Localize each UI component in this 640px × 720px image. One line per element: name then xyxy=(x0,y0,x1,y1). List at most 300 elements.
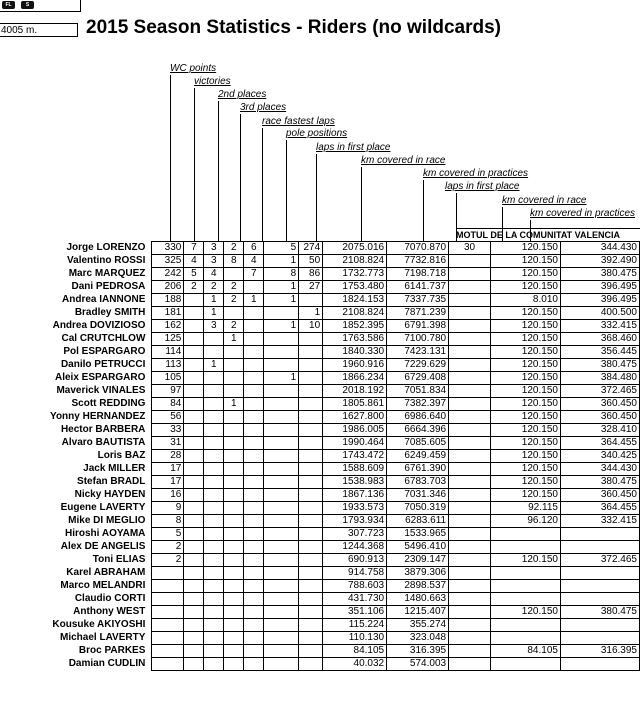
table-row xyxy=(0,515,640,528)
laps-first-place-cell xyxy=(299,580,323,593)
victories-cell xyxy=(184,554,204,567)
motul-km-practices-cell: 380.475 xyxy=(560,359,639,372)
wc-points-cell: 2 xyxy=(152,541,184,554)
motul-km-practices-cell: 380.475 xyxy=(560,268,639,281)
third-places-cell xyxy=(224,632,244,645)
rider-name: Karel ABRAHAM xyxy=(66,567,146,578)
laps-first-place-cell xyxy=(299,658,323,671)
km-practices-cell: 7050.319 xyxy=(387,502,449,515)
motul-km-race-cell: 120.150 xyxy=(491,489,561,502)
table-row xyxy=(0,255,640,268)
third-places-cell xyxy=(224,359,244,372)
second-places-cell xyxy=(204,593,224,606)
km-race-cell: 2075.016 xyxy=(323,242,387,255)
motul-km-race-cell xyxy=(491,567,561,580)
rider-name: Nicky HAYDEN xyxy=(74,489,146,500)
laps-first-place-cell xyxy=(299,632,323,645)
third-places-cell xyxy=(224,541,244,554)
motul-laps-first-place-cell xyxy=(449,502,491,515)
second-places-cell xyxy=(204,385,224,398)
laps-first-place-cell xyxy=(299,489,323,502)
victories-cell xyxy=(184,593,204,606)
motul-laps-first-place-cell: 30 xyxy=(449,242,491,255)
fastest-laps-cell xyxy=(244,281,264,294)
motul-km-race-cell: 120.150 xyxy=(491,372,561,385)
pole-positions-cell xyxy=(264,567,299,580)
motul-laps-first-place-cell xyxy=(449,385,491,398)
motul-km-race-cell: 120.150 xyxy=(491,320,561,333)
laps-first-place-cell xyxy=(299,515,323,528)
table-row xyxy=(0,398,640,411)
header-motul-laps-first-place: laps in first place xyxy=(445,181,520,192)
fastest-laps-cell xyxy=(244,476,264,489)
motul-km-practices-cell xyxy=(560,567,639,580)
second-places-cell xyxy=(204,619,224,632)
km-race-cell: 1867.136 xyxy=(323,489,387,502)
rider-name: Jorge LORENZO xyxy=(66,242,146,253)
wc-points-cell: 105 xyxy=(152,372,184,385)
table-row xyxy=(0,333,640,346)
pole-positions-cell xyxy=(264,424,299,437)
table-row xyxy=(0,372,640,385)
km-race-cell: 1960.916 xyxy=(323,359,387,372)
header-victories: victories xyxy=(194,76,231,87)
motul-km-practices-cell: 368.460 xyxy=(560,333,639,346)
motul-laps-first-place-cell xyxy=(449,619,491,632)
pole-positions-cell xyxy=(264,359,299,372)
motul-km-practices-cell: 356.445 xyxy=(560,346,639,359)
victories-cell xyxy=(184,567,204,580)
second-places-cell: 3 xyxy=(204,320,224,333)
second-places-cell xyxy=(204,476,224,489)
leader-line xyxy=(170,75,171,241)
km-race-cell: 110.130 xyxy=(323,632,387,645)
km-race-cell: 1627.800 xyxy=(323,411,387,424)
rider-name: Andrea IANNONE xyxy=(62,294,146,305)
rider-name: Eugene LAVERTY xyxy=(60,502,146,513)
victories-cell xyxy=(184,489,204,502)
km-practices-cell: 7031.346 xyxy=(387,489,449,502)
leader-line xyxy=(194,88,195,241)
laps-first-place-cell xyxy=(299,541,323,554)
fastest-laps-cell: 6 xyxy=(244,242,264,255)
km-practices-cell: 3879.306 xyxy=(387,567,449,580)
fastest-laps-cell xyxy=(244,411,264,424)
fastest-laps-cell: 1 xyxy=(244,294,264,307)
motul-km-race-cell xyxy=(491,619,561,632)
table-row xyxy=(0,502,640,515)
motul-km-race-cell: 120.150 xyxy=(491,554,561,567)
table-row xyxy=(0,567,640,580)
km-race-cell: 351.106 xyxy=(323,606,387,619)
motul-km-practices-cell: 316.395 xyxy=(560,645,639,658)
laps-first-place-cell xyxy=(299,437,323,450)
pole-positions-cell xyxy=(264,333,299,346)
second-places-cell xyxy=(204,580,224,593)
victories-cell xyxy=(184,320,204,333)
third-places-cell: 2 xyxy=(224,281,244,294)
km-race-cell: 1763.586 xyxy=(323,333,387,346)
motul-laps-first-place-cell xyxy=(449,268,491,281)
wc-points-cell: 17 xyxy=(152,476,184,489)
second-places-cell xyxy=(204,554,224,567)
laps-first-place-cell: 10 xyxy=(299,320,323,333)
fastest-laps-cell xyxy=(244,580,264,593)
victories-cell xyxy=(184,424,204,437)
riders-stats-table xyxy=(0,241,640,671)
table-row xyxy=(0,424,640,437)
rider-name: Broc PARKES xyxy=(78,645,146,656)
victories-cell xyxy=(184,528,204,541)
motul-laps-first-place-cell xyxy=(449,541,491,554)
second-places-cell xyxy=(204,398,224,411)
third-places-cell xyxy=(224,411,244,424)
table-row xyxy=(0,489,640,502)
pole-positions-cell xyxy=(264,463,299,476)
km-practices-cell: 1215.407 xyxy=(387,606,449,619)
pole-positions-cell xyxy=(264,489,299,502)
laps-first-place-cell xyxy=(299,528,323,541)
rider-name: Aleix ESPARGARO xyxy=(55,372,146,383)
table-row xyxy=(0,541,640,554)
third-places-cell: 2 xyxy=(224,294,244,307)
fastest-laps-cell xyxy=(244,567,264,580)
laps-first-place-cell xyxy=(299,424,323,437)
second-places-cell xyxy=(204,632,224,645)
pole-positions-cell: 8 xyxy=(264,268,299,281)
laps-first-place-cell xyxy=(299,567,323,580)
motul-laps-first-place-cell xyxy=(449,554,491,567)
motul-km-practices-cell: 396.495 xyxy=(560,294,639,307)
km-race-cell: 40.032 xyxy=(323,658,387,671)
motul-km-race-cell xyxy=(491,541,561,554)
third-places-cell xyxy=(224,580,244,593)
motul-km-race-cell: 120.150 xyxy=(491,281,561,294)
wc-points-cell xyxy=(152,567,184,580)
km-race-cell: 2108.824 xyxy=(323,307,387,320)
table-row xyxy=(0,359,640,372)
motul-laps-first-place-cell xyxy=(449,528,491,541)
laps-first-place-cell xyxy=(299,398,323,411)
rider-name: Valentino ROSSI xyxy=(67,255,146,266)
motul-km-practices-cell: 380.475 xyxy=(560,606,639,619)
motul-laps-first-place-cell xyxy=(449,489,491,502)
rider-name: Stefan BRADL xyxy=(77,476,146,487)
top-left-icons xyxy=(2,1,34,9)
header-motul-km-race: km covered in race xyxy=(502,195,587,206)
km-race-cell: 1852.395 xyxy=(323,320,387,333)
wc-points-cell xyxy=(152,619,184,632)
motul-km-practices-cell: 332.415 xyxy=(560,515,639,528)
pole-positions-cell xyxy=(264,515,299,528)
rider-name: Dani PEDROSA xyxy=(71,281,146,292)
second-places-cell xyxy=(204,645,224,658)
header-2nd-places: 2nd places xyxy=(218,89,267,100)
km-practices-cell: 6761.390 xyxy=(387,463,449,476)
third-places-cell xyxy=(224,385,244,398)
victories-cell xyxy=(184,580,204,593)
victories-cell xyxy=(184,463,204,476)
motul-km-practices-cell: 332.415 xyxy=(560,320,639,333)
wc-points-cell: 181 xyxy=(152,307,184,320)
victories-cell xyxy=(184,502,204,515)
fastest-laps-cell: 7 xyxy=(244,268,264,281)
km-practices-cell: 7423.131 xyxy=(387,346,449,359)
third-places-cell xyxy=(224,489,244,502)
third-places-cell xyxy=(224,437,244,450)
second-places-cell: 1 xyxy=(204,294,224,307)
wc-points-cell: 33 xyxy=(152,424,184,437)
wc-points-cell: 17 xyxy=(152,463,184,476)
fastest-laps-cell xyxy=(244,437,264,450)
top-left-panel xyxy=(0,0,81,12)
victories-cell xyxy=(184,632,204,645)
second-places-cell xyxy=(204,437,224,450)
motul-km-practices-cell: 392.490 xyxy=(560,255,639,268)
victories-cell xyxy=(184,476,204,489)
wc-points-cell: 125 xyxy=(152,333,184,346)
table-row xyxy=(0,580,640,593)
third-places-cell xyxy=(224,593,244,606)
pole-positions-cell: 1 xyxy=(264,281,299,294)
victories-cell xyxy=(184,619,204,632)
fl-icon: FL xyxy=(2,1,15,9)
motul-km-race-cell xyxy=(491,528,561,541)
km-race-cell: 1732.773 xyxy=(323,268,387,281)
km-race-cell: 1538.983 xyxy=(323,476,387,489)
motul-km-practices-cell: 384.480 xyxy=(560,372,639,385)
second-places-cell: 4 xyxy=(204,268,224,281)
km-race-cell: 431.730 xyxy=(323,593,387,606)
wc-points-cell xyxy=(152,606,184,619)
wc-points-cell xyxy=(152,658,184,671)
motul-km-race-cell: 120.150 xyxy=(491,606,561,619)
pole-positions-cell xyxy=(264,398,299,411)
second-places-cell xyxy=(204,463,224,476)
rider-name: Loris BAZ xyxy=(97,450,146,461)
motul-laps-first-place-cell xyxy=(449,411,491,424)
laps-first-place-cell xyxy=(299,502,323,515)
laps-first-place-cell: 27 xyxy=(299,281,323,294)
third-places-cell xyxy=(224,346,244,359)
fastest-laps-cell xyxy=(244,502,264,515)
leader-line xyxy=(316,154,317,241)
km-practices-cell: 7382.397 xyxy=(387,398,449,411)
motul-laps-first-place-cell xyxy=(449,658,491,671)
pole-positions-cell xyxy=(264,554,299,567)
laps-first-place-cell xyxy=(299,554,323,567)
rider-name: Kousuke AKIYOSHI xyxy=(52,619,146,630)
fastest-laps-cell xyxy=(244,398,264,411)
table-row xyxy=(0,476,640,489)
second-places-cell xyxy=(204,411,224,424)
km-race-cell: 1866.234 xyxy=(323,372,387,385)
wc-points-cell: 28 xyxy=(152,450,184,463)
rider-name: Alvaro BAUTISTA xyxy=(61,437,146,448)
fastest-laps-cell xyxy=(244,320,264,333)
motul-laps-first-place-cell xyxy=(449,606,491,619)
third-places-cell xyxy=(224,476,244,489)
header-wc-points: WC points xyxy=(170,63,217,74)
laps-first-place-cell xyxy=(299,294,323,307)
motul-laps-first-place-cell xyxy=(449,437,491,450)
table-row xyxy=(0,268,640,281)
fastest-laps-cell xyxy=(244,528,264,541)
wc-points-cell: 16 xyxy=(152,489,184,502)
km-race-cell: 1840.330 xyxy=(323,346,387,359)
wc-points-cell: 330 xyxy=(152,242,184,255)
km-practices-cell: 7871.239 xyxy=(387,307,449,320)
km-practices-cell: 2898.537 xyxy=(387,580,449,593)
wc-points-cell: 31 xyxy=(152,437,184,450)
motul-km-practices-cell: 360.450 xyxy=(560,489,639,502)
motul-km-practices-cell: 344.430 xyxy=(560,242,639,255)
km-practices-cell: 7085.605 xyxy=(387,437,449,450)
victories-cell xyxy=(184,333,204,346)
wc-points-cell: 114 xyxy=(152,346,184,359)
km-race-cell: 1990.464 xyxy=(323,437,387,450)
km-race-cell: 1244.368 xyxy=(323,541,387,554)
victories-cell xyxy=(184,645,204,658)
rider-name: Bradley SMITH xyxy=(74,307,146,318)
motul-laps-first-place-cell xyxy=(449,632,491,645)
motul-km-practices-cell: 344.430 xyxy=(560,463,639,476)
km-practices-cell: 6729.408 xyxy=(387,372,449,385)
table-row xyxy=(0,437,640,450)
wc-points-cell: 8 xyxy=(152,515,184,528)
header-km-race: km covered in race xyxy=(361,155,446,166)
laps-first-place-cell xyxy=(299,359,323,372)
motul-km-practices-cell xyxy=(560,580,639,593)
motul-laps-first-place-cell xyxy=(449,359,491,372)
wc-points-cell: 84 xyxy=(152,398,184,411)
motul-laps-first-place-cell xyxy=(449,580,491,593)
laps-first-place-cell xyxy=(299,645,323,658)
second-places-cell xyxy=(204,541,224,554)
fastest-laps-cell xyxy=(244,333,264,346)
motul-km-practices-cell: 372.465 xyxy=(560,554,639,567)
table-row xyxy=(0,281,640,294)
rider-name: Marc MARQUEZ xyxy=(68,268,146,279)
wc-points-cell: 325 xyxy=(152,255,184,268)
motul-km-race-cell: 120.150 xyxy=(491,359,561,372)
pole-positions-cell xyxy=(264,658,299,671)
third-places-cell xyxy=(224,619,244,632)
km-practices-cell: 7198.718 xyxy=(387,268,449,281)
motul-km-practices-cell xyxy=(560,541,639,554)
pole-positions-cell: 1 xyxy=(264,255,299,268)
km-practices-cell: 6783.703 xyxy=(387,476,449,489)
laps-first-place-cell xyxy=(299,372,323,385)
rider-name: Marco MELANDRI xyxy=(60,580,146,591)
second-places-cell xyxy=(204,372,224,385)
rider-name: Damian CUDLIN xyxy=(68,658,146,669)
table-row xyxy=(0,463,640,476)
second-places-cell xyxy=(204,606,224,619)
km-race-cell: 1753.480 xyxy=(323,281,387,294)
motul-laps-first-place-cell xyxy=(449,346,491,359)
third-places-cell xyxy=(224,554,244,567)
victories-cell: 5 xyxy=(184,268,204,281)
motul-km-race-cell: 84.105 xyxy=(491,645,561,658)
fastest-laps-cell xyxy=(244,489,264,502)
rider-name: Cal CRUTCHLOW xyxy=(61,333,146,344)
table-row xyxy=(0,411,640,424)
motul-km-practices-cell xyxy=(560,528,639,541)
fastest-laps-cell xyxy=(244,450,264,463)
km-race-cell: 1743.472 xyxy=(323,450,387,463)
motul-km-race-cell: 120.150 xyxy=(491,346,561,359)
motul-km-practices-cell: 328.410 xyxy=(560,424,639,437)
table-row xyxy=(0,593,640,606)
second-places-cell xyxy=(204,502,224,515)
pole-positions-cell xyxy=(264,346,299,359)
km-practices-cell: 316.395 xyxy=(387,645,449,658)
wc-points-cell xyxy=(152,580,184,593)
motul-km-practices-cell: 360.450 xyxy=(560,398,639,411)
motul-km-race-cell: 120.150 xyxy=(491,333,561,346)
motul-laps-first-place-cell xyxy=(449,450,491,463)
km-practices-cell: 1533.965 xyxy=(387,528,449,541)
km-race-cell: 914.758 xyxy=(323,567,387,580)
wc-points-cell: 97 xyxy=(152,385,184,398)
rider-name: Mike DI MEGLIO xyxy=(68,515,146,526)
wc-points-cell xyxy=(152,645,184,658)
pole-positions-cell xyxy=(264,606,299,619)
victories-cell xyxy=(184,385,204,398)
victories-cell: 4 xyxy=(184,255,204,268)
table-row xyxy=(0,346,640,359)
km-practices-cell: 7229.629 xyxy=(387,359,449,372)
motul-km-race-cell: 92.115 xyxy=(491,502,561,515)
fastest-laps-cell xyxy=(244,554,264,567)
km-practices-cell: 7337.735 xyxy=(387,294,449,307)
motul-km-race-cell: 120.150 xyxy=(491,450,561,463)
third-places-cell: 2 xyxy=(224,242,244,255)
km-practices-cell: 7732.816 xyxy=(387,255,449,268)
motul-km-practices-cell: 372.465 xyxy=(560,385,639,398)
second-places-cell xyxy=(204,658,224,671)
rider-name: Yonny HERNANDEZ xyxy=(50,411,146,422)
motul-km-practices-cell: 360.450 xyxy=(560,411,639,424)
rider-name: Michael LAVERTY xyxy=(60,632,146,643)
fastest-laps-cell xyxy=(244,424,264,437)
motul-laps-first-place-cell xyxy=(449,294,491,307)
km-race-cell: 2108.824 xyxy=(323,255,387,268)
second-places-cell: 1 xyxy=(204,359,224,372)
third-places-cell xyxy=(224,268,244,281)
laps-first-place-cell xyxy=(299,463,323,476)
km-race-cell: 1933.573 xyxy=(323,502,387,515)
rider-name: Jack MILLER xyxy=(83,463,146,474)
second-places-cell: 1 xyxy=(204,307,224,320)
third-places-cell xyxy=(224,645,244,658)
km-practices-cell: 7100.780 xyxy=(387,333,449,346)
motul-km-practices-cell: 340.425 xyxy=(560,450,639,463)
table-row xyxy=(0,320,640,333)
motul-km-practices-cell: 364.455 xyxy=(560,502,639,515)
motul-laps-first-place-cell xyxy=(449,320,491,333)
km-practices-cell: 5496.410 xyxy=(387,541,449,554)
rider-name: Andrea DOVIZIOSO xyxy=(52,320,146,331)
third-places-cell: 2 xyxy=(224,320,244,333)
leader-line xyxy=(218,101,219,241)
km-race-cell: 1986.005 xyxy=(323,424,387,437)
km-practices-cell: 6986.640 xyxy=(387,411,449,424)
fastest-laps-cell xyxy=(244,372,264,385)
pole-positions-cell: 1 xyxy=(264,320,299,333)
table-row xyxy=(0,554,640,567)
